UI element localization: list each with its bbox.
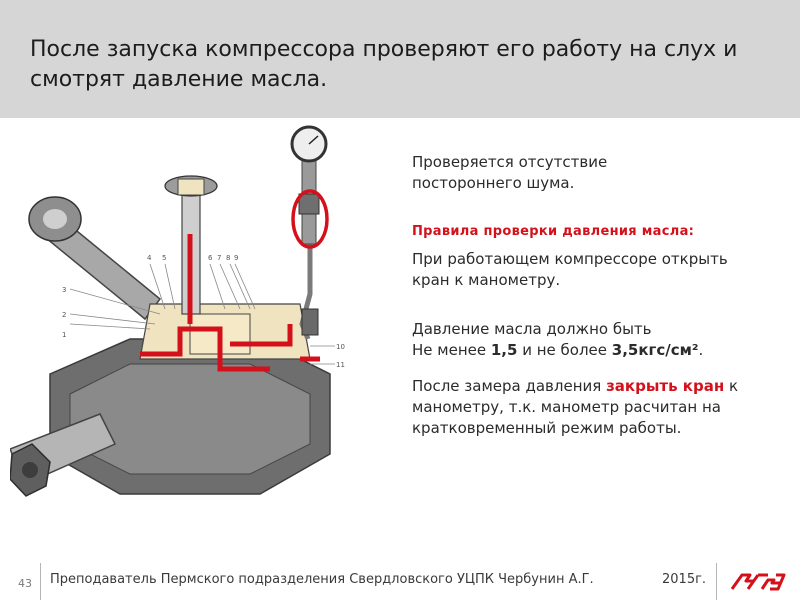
rules-heading: Правила проверки давления масла: bbox=[412, 224, 695, 239]
noise-check-text: Проверяется отсутствие постороннего шума. bbox=[412, 153, 608, 192]
close-prefix: После замера давления bbox=[412, 377, 607, 395]
callout-11: 11 bbox=[336, 361, 345, 369]
callout-10: 10 bbox=[336, 343, 345, 351]
slide-title: После запуска компрессора проверяют его работу на слух и смотрят давление масла. bbox=[30, 37, 738, 92]
pressure-prefix: Не менее bbox=[412, 341, 491, 359]
callout-1: 1 bbox=[62, 331, 67, 339]
footer-divider-right bbox=[716, 563, 717, 600]
callout-9: 9 bbox=[234, 254, 239, 262]
compressor-illustration bbox=[10, 124, 390, 524]
callout-8: 8 bbox=[226, 254, 231, 262]
pressure-line1: Давление масла должно быть bbox=[412, 320, 652, 338]
close-emphasis: закрыть кран bbox=[606, 377, 725, 395]
footer-year: 2015г. bbox=[662, 572, 707, 587]
pressure-max: 3,5кгс/см² bbox=[611, 341, 699, 359]
footer-divider-left bbox=[40, 563, 41, 600]
callout-3: 3 bbox=[62, 286, 67, 294]
pressure-text bbox=[412, 319, 782, 361]
open-valve-text: При работающем компрессоре открыть кран к манометру. bbox=[412, 250, 728, 289]
close-valve-text bbox=[412, 376, 792, 439]
callout-5: 5 bbox=[162, 254, 167, 262]
callout-4: 4 bbox=[147, 254, 152, 262]
callout-7: 7 bbox=[217, 254, 222, 262]
close-rest: к манометру, т.к. манометр расчитан на кратковременный режим работы. bbox=[412, 377, 739, 437]
page-number: 43 bbox=[18, 577, 32, 590]
pressure-min: 1,5 bbox=[490, 341, 518, 359]
callout-6: 6 bbox=[208, 254, 213, 262]
callout-2: 2 bbox=[62, 311, 67, 319]
rzd-logo-icon bbox=[728, 571, 788, 593]
pressure-mid: и не более bbox=[517, 341, 612, 359]
pressure-end: . bbox=[698, 341, 704, 359]
footer-author: Преподаватель Пермского подразделения Свердловского УЦПК Чербунин А.Г. bbox=[50, 572, 594, 587]
